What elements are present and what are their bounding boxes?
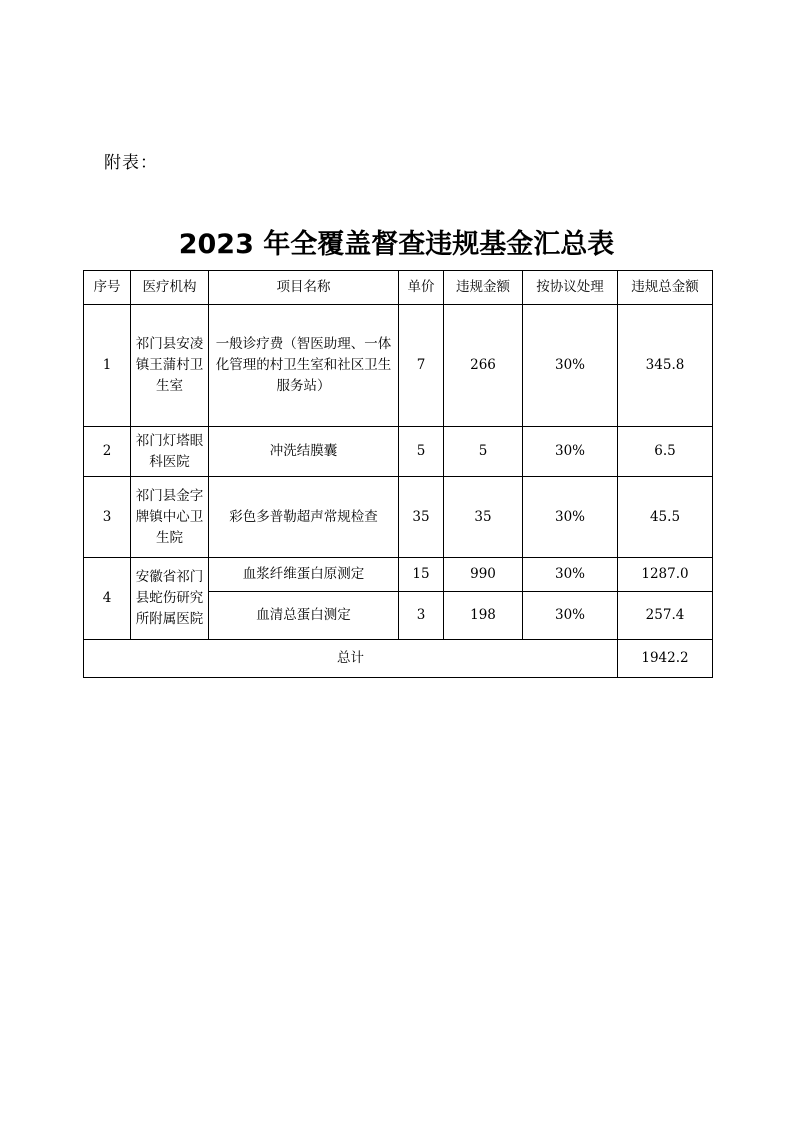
- cell-total: 257.4: [618, 592, 713, 640]
- attachment-label: 附表：: [104, 153, 158, 173]
- summary-table: [83, 270, 713, 678]
- table-row: [84, 305, 713, 427]
- cell-project: 冲洗结膜囊: [209, 427, 399, 477]
- document-title: 2023 年全覆盖督查违规基金汇总表: [178, 229, 615, 260]
- cell-unit-price: 7: [399, 305, 444, 427]
- cell-seq: 1: [84, 305, 131, 427]
- table-header-row: [84, 271, 713, 305]
- table-row: [84, 558, 713, 592]
- header-institution: 医疗机构: [131, 271, 209, 305]
- header-amount: 违规金额: [444, 271, 523, 305]
- cell-total: 345.8: [618, 305, 713, 427]
- cell-institution: 安徽省祁门县蛇伤研究所附属医院: [131, 558, 209, 640]
- table-row: [84, 477, 713, 558]
- cell-unit-price: 35: [399, 477, 444, 558]
- header-total: 违规总金额: [618, 271, 713, 305]
- cell-amount: 35: [444, 477, 523, 558]
- cell-seq: 3: [84, 477, 131, 558]
- cell-ratio: 30%: [523, 558, 618, 592]
- cell-ratio: 30%: [523, 427, 618, 477]
- header-project: 项目名称: [209, 271, 399, 305]
- cell-ratio: 30%: [523, 305, 618, 427]
- cell-project: 血清总蛋白测定: [209, 592, 399, 640]
- cell-unit-price: 3: [399, 592, 444, 640]
- table-total-row: [84, 640, 713, 678]
- cell-project: 血浆纤维蛋白原测定: [209, 558, 399, 592]
- cell-unit-price: 15: [399, 558, 444, 592]
- cell-institution: 祁门县安凌镇王蒲村卫生室: [131, 305, 209, 427]
- cell-amount: 266: [444, 305, 523, 427]
- cell-unit-price: 5: [399, 427, 444, 477]
- cell-seq: 2: [84, 427, 131, 477]
- total-label: 总计: [84, 640, 618, 678]
- header-ratio: 按协议处理: [523, 271, 618, 305]
- cell-ratio: 30%: [523, 592, 618, 640]
- grand-total: 1942.2: [618, 640, 713, 678]
- cell-total: 1287.0: [618, 558, 713, 592]
- cell-seq: 4: [84, 558, 131, 640]
- cell-project: 一般诊疗费（智医助理、一体化管理的村卫生室和社区卫生服务站）: [209, 305, 399, 427]
- header-seq: 序号: [84, 271, 131, 305]
- table-row: [84, 427, 713, 477]
- cell-total: 45.5: [618, 477, 713, 558]
- cell-amount: 990: [444, 558, 523, 592]
- cell-institution: 祁门灯塔眼科医院: [131, 427, 209, 477]
- cell-amount: 5: [444, 427, 523, 477]
- cell-ratio: 30%: [523, 477, 618, 558]
- cell-institution: 祁门县金字牌镇中心卫生院: [131, 477, 209, 558]
- header-unit-price: 单价: [399, 271, 444, 305]
- cell-project: 彩色多普勒超声常规检查: [209, 477, 399, 558]
- cell-total: 6.5: [618, 427, 713, 477]
- cell-amount: 198: [444, 592, 523, 640]
